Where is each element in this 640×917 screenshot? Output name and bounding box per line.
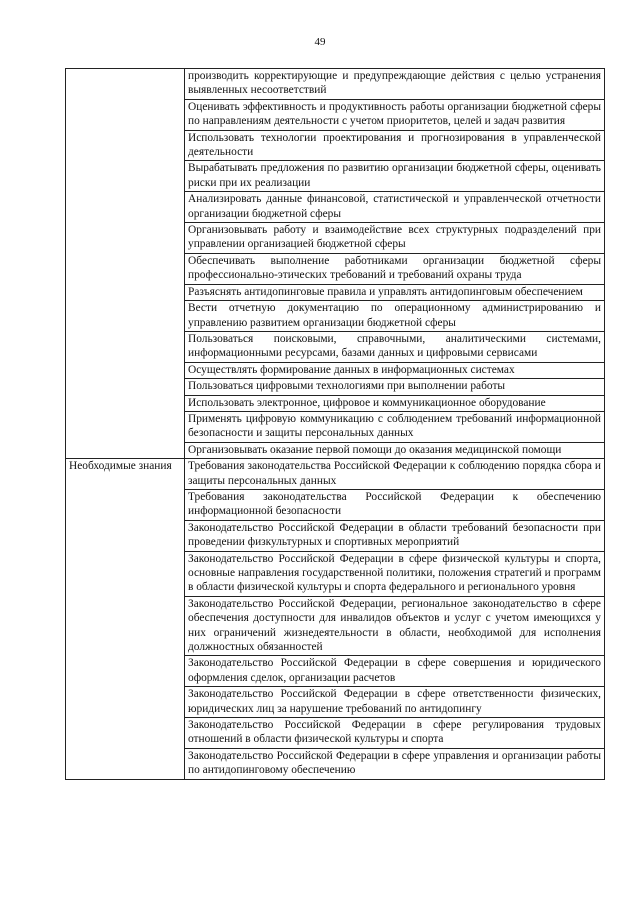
skill-item: производить корректирующие и предупреждающие действия с целью устранения выявленных несоответствий	[185, 69, 605, 100]
skill-item: Пользоваться поисковыми, справочными, аналитическими системами, информационными ресурсами, базами данных и цифровыми сервисами	[185, 331, 605, 362]
skill-item: Пользоваться цифровыми технологиями при выполнении работы	[185, 379, 605, 395]
skill-item: Применять цифровую коммуникацию с соблюдением требований информационной безопасности и защиты персональных данных	[185, 411, 605, 442]
requirements-table	[65, 68, 605, 780]
skill-item: Оценивать эффективность и продуктивность работы организации бюджетной сферы по направлениям деятельности с учетом приоритетов, целей и задач развития	[185, 99, 605, 130]
skill-item: Использовать электронное, цифровое и коммуникационное оборудование	[185, 395, 605, 411]
skill-item: Разъяснять антидопинговые правила и управлять антидопинговым обеспечением	[185, 284, 605, 300]
knowledge-item: Законодательство Российской Федерации в сфере ответственности физических, юридических лиц за нарушение требований по антидопингу	[185, 687, 605, 718]
knowledge-item: Законодательство Российской Федерации в сфере физической культуры и спорта, основные направления государственной политики, положения стратегий и программ в области физической культуры и спорта федерального и регионального уровня	[185, 551, 605, 596]
knowledge-item: Законодательство Российской Федерации в сфере управления и организации работы по антидопинговому обеспечению	[185, 748, 605, 779]
skill-item: Обеспечивать выполнение работниками организации бюджетной сферы профессионально-этических требований и требований охраны труда	[185, 253, 605, 284]
knowledge-item: Требования законодательства Российской Федерации к соблюдению порядка сбора и защиты персональных данных	[185, 459, 605, 490]
skills-label-cell	[66, 69, 185, 459]
knowledge-item: Законодательство Российской Федерации в сфере регулирования трудовых отношений в области физической культуры и спорта	[185, 718, 605, 749]
knowledge-item: Законодательство Российской Федерации в сфере совершения и юридического оформления сделок, организации расчетов	[185, 656, 605, 687]
knowledge-label-cell: Необходимые знания	[66, 459, 185, 780]
skill-item: Организовывать работу и взаимодействие всех структурных подразделений при управлении организацией бюджетной сферы	[185, 223, 605, 254]
knowledge-item: Законодательство Российской Федерации в области требований безопасности при проведении физкультурных и спортивных мероприятий	[185, 520, 605, 551]
page-number: 49	[314, 36, 326, 48]
table-row	[66, 459, 605, 490]
skill-item: Вести отчетную документацию по операционному администрированию и управлению развитием организации бюджетной сферы	[185, 301, 605, 332]
skill-item: Анализировать данные финансовой, статистической и управленческой отчетности организации бюджетной сферы	[185, 192, 605, 223]
skill-item: Вырабатывать предложения по развитию организации бюджетной сферы, оценивать риски при их реализации	[185, 161, 605, 192]
skill-item: Организовывать оказание первой помощи до оказания медицинской помощи	[185, 442, 605, 458]
table-row	[66, 69, 605, 100]
skill-item: Использовать технологии проектирования и прогнозирования в управленческой деятельности	[185, 130, 605, 161]
knowledge-item: Требования законодательства Российской Федерации к обеспечению информационной безопасности	[185, 489, 605, 520]
skill-item: Осуществлять формирование данных в информационных системах	[185, 362, 605, 378]
knowledge-item: Законодательство Российской Федерации, региональное законодательство в сфере обеспечения доступности для инвалидов объектов и услуг с учетом имеющихся у них ограничений жизнедеятельности в области, необходимой для исполнения должностных обязанностей	[185, 596, 605, 656]
